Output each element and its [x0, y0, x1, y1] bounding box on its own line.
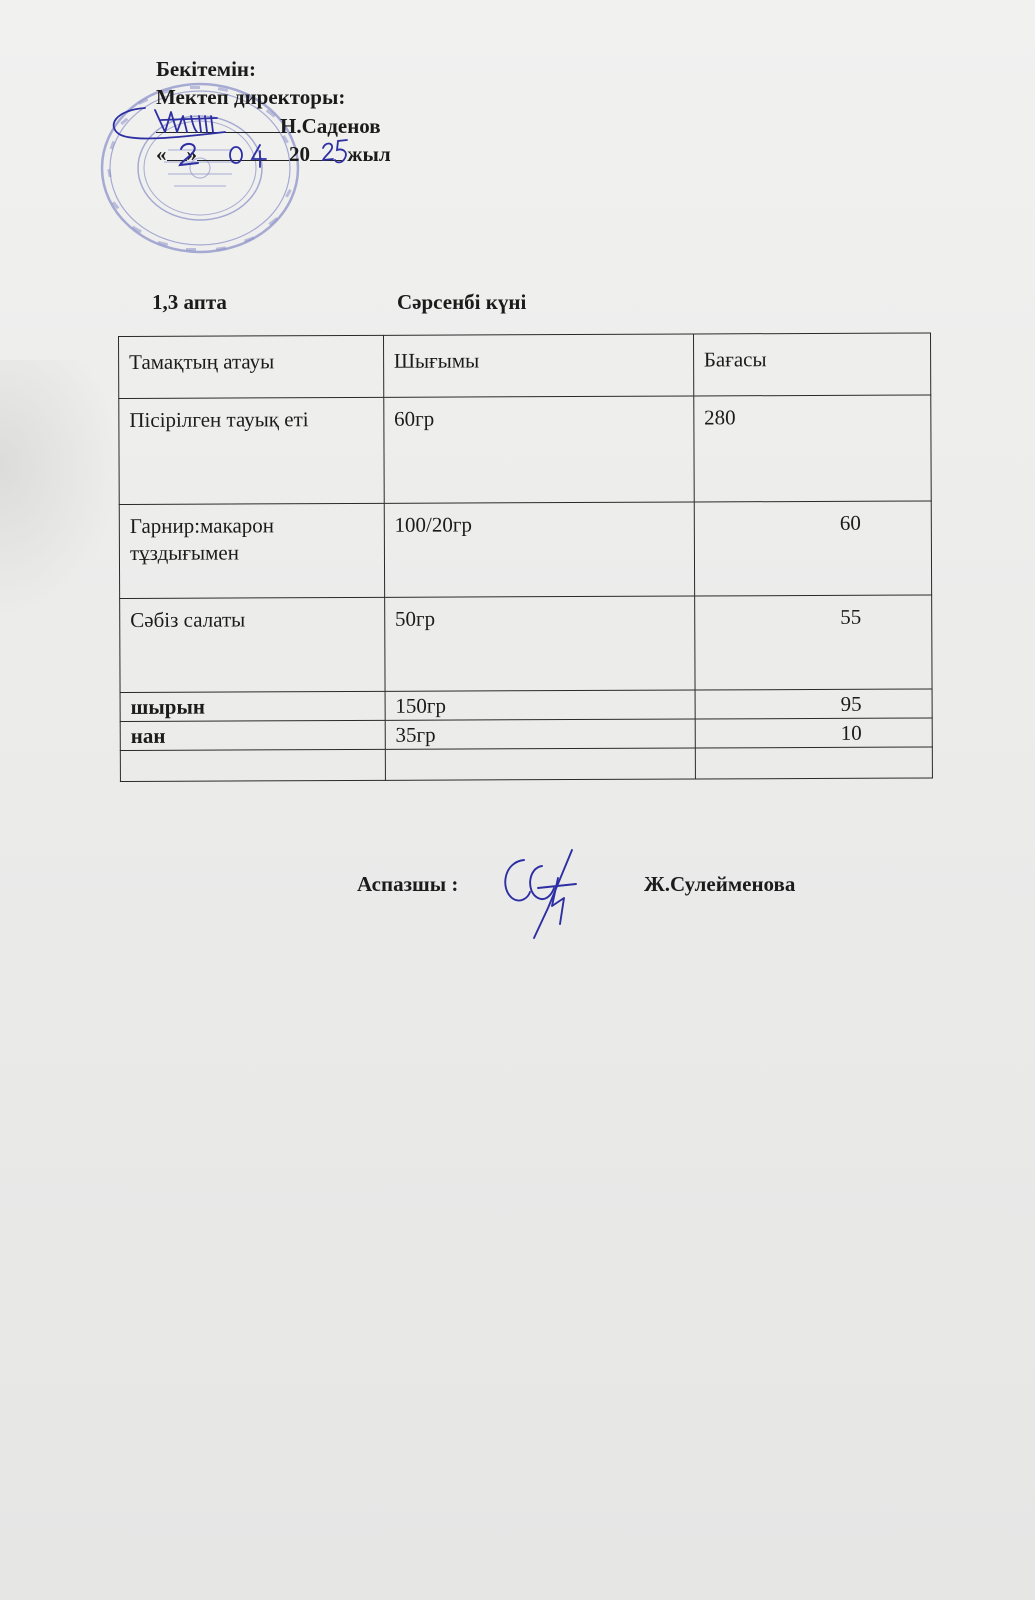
header-dish-name: Тамақтың атауы	[119, 335, 384, 398]
week-label: 1,3 апта	[152, 290, 227, 314]
dish-yield: 35гр	[385, 719, 695, 749]
director-position: Мектеп директоры:	[156, 85, 346, 109]
dish-name: шырын	[120, 691, 385, 721]
table-row-empty	[120, 747, 932, 782]
dish-name	[120, 749, 385, 781]
director-signature	[105, 102, 240, 152]
dish-yield: 50гр	[384, 596, 694, 691]
dish-name: Сәбіз салаты	[120, 597, 385, 692]
table-row	[120, 689, 932, 722]
day-label: Сәрсенбі күні	[397, 290, 527, 314]
dish-name: нан	[120, 720, 385, 750]
table-row	[119, 501, 931, 599]
dish-price: 280	[693, 395, 931, 502]
dish-price: 60	[694, 501, 932, 596]
paper-shadow	[0, 360, 120, 620]
table-header-row	[119, 333, 931, 399]
date-close-quote: »	[186, 142, 197, 166]
header-yield: Шығымы	[383, 334, 693, 397]
cook-label: Аспазшы :	[357, 872, 459, 896]
dish-yield	[385, 748, 695, 780]
dish-price	[695, 747, 932, 779]
dish-name: Пісірілген тауық еті	[119, 397, 384, 504]
dish-yield: 100/20гр	[384, 502, 694, 597]
cook-name: Ж.Сулейменова	[644, 872, 796, 896]
header-price: Бағасы	[693, 333, 931, 396]
handwritten-month	[226, 141, 270, 169]
date-year-word: жыл	[347, 142, 391, 166]
table-row	[120, 718, 932, 751]
date-open-quote: «	[156, 142, 167, 166]
dish-price: 10	[695, 718, 932, 748]
handwritten-year	[321, 138, 351, 170]
handwritten-day	[174, 139, 204, 169]
table-row	[120, 595, 932, 693]
cook-signature	[498, 848, 582, 944]
dish-price: 55	[694, 595, 932, 690]
dish-name: Гарнир:макарон тұздығымен	[119, 503, 384, 598]
director-name: Н.Саденов	[280, 114, 381, 138]
menu-table	[118, 332, 933, 782]
table-row	[119, 395, 931, 505]
dish-yield: 150гр	[385, 690, 695, 720]
approval-title: Бекітемін:	[156, 57, 257, 81]
dish-price: 95	[695, 689, 932, 719]
date-century: 20	[289, 142, 310, 166]
dish-yield: 60гр	[383, 396, 693, 503]
